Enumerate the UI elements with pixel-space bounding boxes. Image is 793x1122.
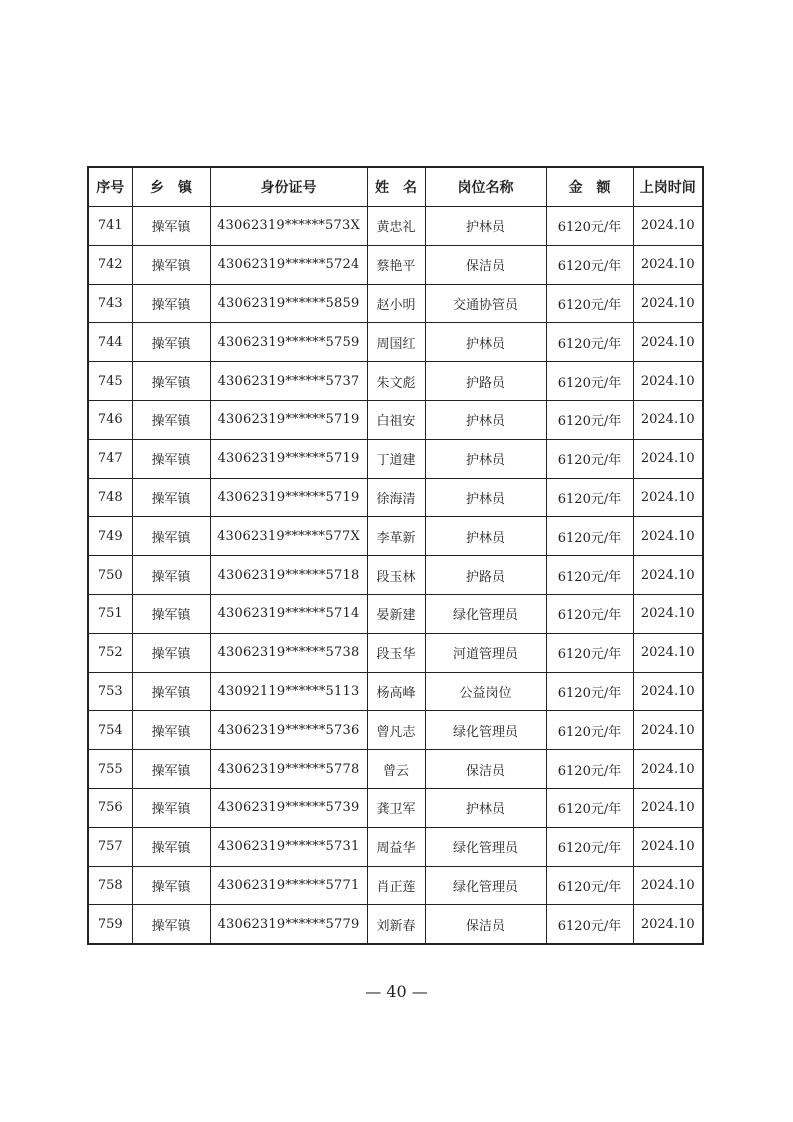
table-row [88, 827, 703, 866]
table-row [88, 207, 703, 246]
cell-town: 操军镇 [132, 827, 210, 866]
cell-start-date: 2024.10 [633, 323, 703, 362]
cell-town: 操军镇 [132, 439, 210, 478]
cell-name: 晏新建 [367, 594, 425, 633]
cell-seq: 743 [88, 284, 132, 323]
cell-post-name: 护林员 [425, 207, 546, 246]
cell-post-name: 护路员 [425, 556, 546, 595]
cell-amount: 6120元/年 [546, 517, 633, 556]
cell-amount: 6120元/年 [546, 400, 633, 439]
cell-post-name: 护林员 [425, 439, 546, 478]
cell-post-name: 护林员 [425, 323, 546, 362]
cell-name: 黄忠礼 [367, 207, 425, 246]
table-row [88, 323, 703, 362]
cell-town: 操军镇 [132, 362, 210, 401]
cell-amount: 6120元/年 [546, 672, 633, 711]
cell-name: 杨高峰 [367, 672, 425, 711]
cell-start-date: 2024.10 [633, 478, 703, 517]
cell-town: 操军镇 [132, 284, 210, 323]
table-row [88, 284, 703, 323]
table-row [88, 750, 703, 789]
cell-name: 白祖安 [367, 400, 425, 439]
cell-start-date: 2024.10 [633, 750, 703, 789]
cell-name: 周国红 [367, 323, 425, 362]
table-row [88, 478, 703, 517]
cell-post-name: 公益岗位 [425, 672, 546, 711]
cell-start-date: 2024.10 [633, 207, 703, 246]
cell-seq: 758 [88, 866, 132, 905]
header-amount: 金 额 [546, 167, 633, 207]
cell-name: 蔡艳平 [367, 245, 425, 284]
cell-name: 段玉华 [367, 633, 425, 672]
cell-name: 朱文彪 [367, 362, 425, 401]
cell-seq: 756 [88, 788, 132, 827]
table-row [88, 439, 703, 478]
cell-seq: 759 [88, 905, 132, 944]
cell-town: 操军镇 [132, 672, 210, 711]
cell-post-name: 护林员 [425, 517, 546, 556]
cell-id-number: 43062319******5737 [210, 362, 367, 401]
cell-seq: 744 [88, 323, 132, 362]
cell-start-date: 2024.10 [633, 788, 703, 827]
cell-id-number: 43062319******5778 [210, 750, 367, 789]
cell-start-date: 2024.10 [633, 827, 703, 866]
cell-name: 李革新 [367, 517, 425, 556]
cell-amount: 6120元/年 [546, 478, 633, 517]
cell-id-number: 43062319******5771 [210, 866, 367, 905]
table-row [88, 362, 703, 401]
cell-id-number: 43062319******5759 [210, 323, 367, 362]
cell-id-number: 43062319******5738 [210, 633, 367, 672]
cell-town: 操军镇 [132, 556, 210, 595]
cell-amount: 6120元/年 [546, 362, 633, 401]
cell-post-name: 护林员 [425, 788, 546, 827]
cell-seq: 751 [88, 594, 132, 633]
cell-amount: 6120元/年 [546, 788, 633, 827]
cell-start-date: 2024.10 [633, 594, 703, 633]
cell-seq: 750 [88, 556, 132, 595]
cell-post-name: 绿化管理员 [425, 866, 546, 905]
cell-seq: 745 [88, 362, 132, 401]
table-row [88, 788, 703, 827]
table-body [88, 207, 703, 945]
cell-name: 曾凡志 [367, 711, 425, 750]
cell-name: 刘新春 [367, 905, 425, 944]
header-name: 姓 名 [367, 167, 425, 207]
cell-amount: 6120元/年 [546, 750, 633, 789]
cell-start-date: 2024.10 [633, 517, 703, 556]
cell-seq: 755 [88, 750, 132, 789]
cell-start-date: 2024.10 [633, 400, 703, 439]
table-row [88, 905, 703, 944]
cell-seq: 747 [88, 439, 132, 478]
cell-amount: 6120元/年 [546, 594, 633, 633]
cell-start-date: 2024.10 [633, 711, 703, 750]
cell-id-number: 43062319******5718 [210, 556, 367, 595]
cell-post-name: 护林员 [425, 400, 546, 439]
cell-start-date: 2024.10 [633, 284, 703, 323]
cell-id-number: 43062319******5739 [210, 788, 367, 827]
cell-id-number: 43062319******5731 [210, 827, 367, 866]
cell-town: 操军镇 [132, 207, 210, 246]
cell-start-date: 2024.10 [633, 362, 703, 401]
cell-post-name: 护林员 [425, 478, 546, 517]
cell-name: 肖正莲 [367, 866, 425, 905]
cell-amount: 6120元/年 [546, 711, 633, 750]
cell-seq: 741 [88, 207, 132, 246]
cell-id-number: 43092119******5113 [210, 672, 367, 711]
cell-seq: 742 [88, 245, 132, 284]
cell-seq: 748 [88, 478, 132, 517]
cell-id-number: 43062319******5736 [210, 711, 367, 750]
cell-post-name: 交通协管员 [425, 284, 546, 323]
cell-town: 操军镇 [132, 478, 210, 517]
header-seq: 序号 [88, 167, 132, 207]
cell-post-name: 绿化管理员 [425, 594, 546, 633]
cell-town: 操军镇 [132, 866, 210, 905]
cell-name: 赵小明 [367, 284, 425, 323]
cell-id-number: 43062319******5859 [210, 284, 367, 323]
cell-town: 操军镇 [132, 245, 210, 284]
cell-amount: 6120元/年 [546, 245, 633, 284]
table-row [88, 556, 703, 595]
cell-town: 操军镇 [132, 400, 210, 439]
table-row [88, 633, 703, 672]
cell-town: 操军镇 [132, 323, 210, 362]
table-row [88, 517, 703, 556]
cell-town: 操军镇 [132, 905, 210, 944]
table-row [88, 672, 703, 711]
table-row [88, 866, 703, 905]
header-start-date: 上岗时间 [633, 167, 703, 207]
cell-town: 操军镇 [132, 633, 210, 672]
table-row [88, 594, 703, 633]
cell-id-number: 43062319******5719 [210, 400, 367, 439]
cell-name: 曾云 [367, 750, 425, 789]
cell-id-number: 43062319******577X [210, 517, 367, 556]
cell-id-number: 43062319******5779 [210, 905, 367, 944]
table-row [88, 400, 703, 439]
cell-id-number: 43062319******5724 [210, 245, 367, 284]
cell-id-number: 43062319******573X [210, 207, 367, 246]
cell-town: 操军镇 [132, 594, 210, 633]
cell-post-name: 保洁员 [425, 245, 546, 284]
cell-amount: 6120元/年 [546, 827, 633, 866]
header-town: 乡 镇 [132, 167, 210, 207]
cell-post-name: 绿化管理员 [425, 827, 546, 866]
cell-town: 操军镇 [132, 711, 210, 750]
header-post-name: 岗位名称 [425, 167, 546, 207]
page-number: — 40 — [365, 982, 428, 1001]
cell-town: 操军镇 [132, 517, 210, 556]
table-row [88, 245, 703, 284]
table-header-row [88, 167, 703, 207]
cell-amount: 6120元/年 [546, 905, 633, 944]
header-id-number: 身份证号 [210, 167, 367, 207]
cell-id-number: 43062319******5714 [210, 594, 367, 633]
cell-name: 徐海清 [367, 478, 425, 517]
cell-seq: 746 [88, 400, 132, 439]
cell-seq: 752 [88, 633, 132, 672]
cell-amount: 6120元/年 [546, 556, 633, 595]
cell-start-date: 2024.10 [633, 905, 703, 944]
cell-seq: 749 [88, 517, 132, 556]
cell-seq: 753 [88, 672, 132, 711]
cell-amount: 6120元/年 [546, 866, 633, 905]
cell-id-number: 43062319******5719 [210, 439, 367, 478]
cell-post-name: 绿化管理员 [425, 711, 546, 750]
cell-start-date: 2024.10 [633, 672, 703, 711]
cell-post-name: 保洁员 [425, 750, 546, 789]
cell-start-date: 2024.10 [633, 245, 703, 284]
beneficiary-table [87, 166, 704, 945]
cell-amount: 6120元/年 [546, 207, 633, 246]
table-row [88, 711, 703, 750]
cell-amount: 6120元/年 [546, 284, 633, 323]
cell-town: 操军镇 [132, 750, 210, 789]
cell-name: 段玉林 [367, 556, 425, 595]
cell-seq: 757 [88, 827, 132, 866]
cell-seq: 754 [88, 711, 132, 750]
cell-post-name: 河道管理员 [425, 633, 546, 672]
cell-start-date: 2024.10 [633, 556, 703, 595]
cell-id-number: 43062319******5719 [210, 478, 367, 517]
cell-name: 丁道建 [367, 439, 425, 478]
cell-amount: 6120元/年 [546, 323, 633, 362]
cell-post-name: 护路员 [425, 362, 546, 401]
cell-start-date: 2024.10 [633, 866, 703, 905]
cell-start-date: 2024.10 [633, 439, 703, 478]
cell-name: 龚卫军 [367, 788, 425, 827]
cell-town: 操军镇 [132, 788, 210, 827]
cell-name: 周益华 [367, 827, 425, 866]
cell-post-name: 保洁员 [425, 905, 546, 944]
cell-amount: 6120元/年 [546, 633, 633, 672]
cell-start-date: 2024.10 [633, 633, 703, 672]
cell-amount: 6120元/年 [546, 439, 633, 478]
